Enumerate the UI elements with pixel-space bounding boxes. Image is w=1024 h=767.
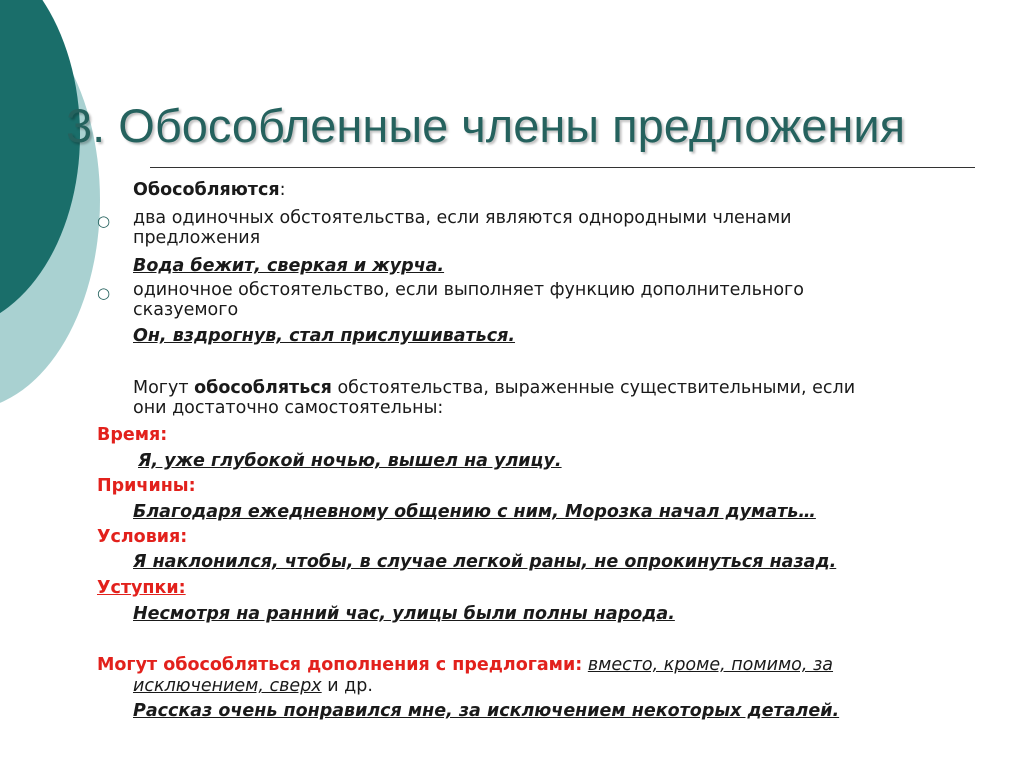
category-example-time: Я, уже глубокой ночью, вышел на улицу. bbox=[138, 451, 562, 471]
nouns-intro-line-1 bbox=[133, 378, 855, 398]
complements-suffix: и др. bbox=[321, 676, 373, 696]
category-label-concession: Уступки: bbox=[97, 578, 186, 598]
complements-line-2 bbox=[133, 676, 373, 696]
category-example-concession: Несмотря на ранний час, улицы были полны народа. bbox=[133, 604, 675, 624]
bullet-1-line-2: предложения bbox=[133, 228, 261, 248]
category-example-condition: Я наклонился, чтобы, в случае легкой раны, не опрокинуться назад. bbox=[133, 552, 837, 572]
intro-colon: : bbox=[279, 180, 286, 200]
nouns-intro-line-2: они достаточно самостоятельны: bbox=[133, 398, 444, 418]
bullet-2-line-2: сказуемого bbox=[133, 300, 239, 320]
nouns-intro-rest: обстоятельства, выраженные существительными, если bbox=[331, 378, 856, 398]
bullet-2-example: Он, вздрогнув, стал прислушиваться. bbox=[133, 326, 516, 346]
bullet-icon: ○ bbox=[97, 284, 111, 302]
category-label-time: Время: bbox=[97, 425, 168, 445]
bullet-1-example: Вода бежит, сверкая и журча. bbox=[133, 256, 445, 276]
intro-word: Обособляются bbox=[133, 180, 280, 200]
category-label-condition: Условия: bbox=[97, 527, 188, 547]
nouns-intro-prefix: Могут bbox=[133, 378, 195, 398]
slide-title: 3. Обособленные члены предложения bbox=[66, 99, 906, 152]
complements-example: Рассказ очень понравился мне, за исключением некоторых деталей. bbox=[133, 701, 840, 721]
bullet-icon: ○ bbox=[97, 212, 111, 230]
category-example-cause: Благодаря ежедневному общению с ним, Морозка начал думать… bbox=[133, 502, 816, 522]
complements-red-text: Могут обособляться дополнения с предлогами: bbox=[97, 655, 583, 675]
category-label-cause: Причины: bbox=[97, 476, 196, 496]
bullet-1-line-1: два одиночных обстоятельства, если являются однородными членами bbox=[133, 208, 792, 228]
complements-prepositions-2: исключением, сверх bbox=[133, 676, 322, 696]
bullet-2-line-1: одиночное обстоятельство, если выполняет функцию дополнительного bbox=[133, 280, 804, 300]
intro-line bbox=[133, 180, 285, 200]
nouns-intro-bold: обособляться bbox=[194, 378, 332, 398]
complements-prepositions-1: вместо, кроме, помимо, за bbox=[587, 655, 834, 675]
complements-line-1 bbox=[97, 655, 833, 675]
title-divider bbox=[150, 167, 975, 168]
